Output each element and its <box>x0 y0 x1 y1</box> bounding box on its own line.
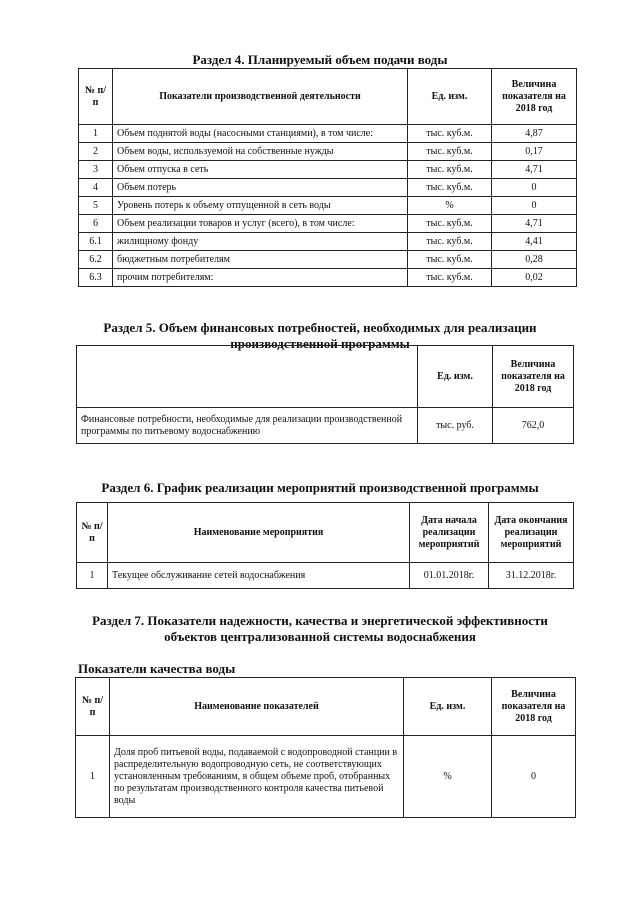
row-name: Доля проб питьевой воды, подаваемой с водопроводной станции в распределительную водопроводную сеть, не соответствующих установленным требованиям, в общем объеме проб, отобранных по результатам производственного контроля качества питьевой воды <box>110 736 404 818</box>
row-number: 4 <box>79 179 113 197</box>
table-row <box>79 197 577 215</box>
row-unit: тыс. куб.м. <box>408 161 492 179</box>
row-number: 3 <box>79 161 113 179</box>
row-value: 0,02 <box>492 269 577 287</box>
header-value: Величина показателя на 2018 год <box>493 346 574 408</box>
section-5-table <box>76 345 574 444</box>
row-unit: тыс. куб.м. <box>408 251 492 269</box>
row-name: Финансовые потребности, необходимые для реализации производственной программы по питьевому водоснабжению <box>77 408 418 444</box>
header-unit: Ед. изм. <box>404 678 492 736</box>
row-unit: тыс. куб.м. <box>408 269 492 287</box>
row-value: 4,41 <box>492 233 577 251</box>
row-number: 2 <box>79 143 113 161</box>
row-name: Объем поднятой воды (насосными станциями), в том числе: <box>113 125 408 143</box>
table-row <box>79 161 577 179</box>
header-unit: Ед. изм. <box>408 69 492 125</box>
header-blank <box>77 346 418 408</box>
row-unit: тыс. куб.м. <box>408 233 492 251</box>
section-6-table <box>76 502 574 589</box>
row-number: 6.2 <box>79 251 113 269</box>
row-start-date: 01.01.2018г. <box>410 563 489 589</box>
section-7-table <box>75 677 576 818</box>
row-unit: % <box>404 736 492 818</box>
row-value: 0 <box>492 197 577 215</box>
section-7-title-line-1: Раздел 7. Показатели надежности, качества и энергетической эффективности <box>92 613 548 628</box>
table-row <box>76 736 576 818</box>
section-4-title: Раздел 4. Планируемый объем подачи воды <box>192 52 448 67</box>
row-end-date: 31.12.2018г. <box>489 563 574 589</box>
header-end-date: Дата окончания реализации мероприятий <box>489 503 574 563</box>
row-name: Объем отпуска в сеть <box>113 161 408 179</box>
row-name: Объем реализации товаров и услуг (всего), в том числе: <box>113 215 408 233</box>
row-value: 0,17 <box>492 143 577 161</box>
row-name: бюджетным потребителям <box>113 251 408 269</box>
row-value: 762,0 <box>493 408 574 444</box>
table-row <box>79 251 577 269</box>
table-row <box>79 269 577 287</box>
row-name: Текущее обслуживание сетей водоснабжения <box>108 563 410 589</box>
row-value: 0,28 <box>492 251 577 269</box>
header-indicator: Наименование показателей <box>110 678 404 736</box>
row-value: 0 <box>492 179 577 197</box>
header-number: № п/п <box>77 503 108 563</box>
row-number: 6 <box>79 215 113 233</box>
section-5-title-line-2: производственной программы <box>230 336 410 351</box>
section-7-title <box>0 613 640 645</box>
row-name: жилищному фонду <box>113 233 408 251</box>
header-value: Величина показателя на 2018 год <box>492 69 577 125</box>
section-6-title: Раздел 6. График реализации мероприятий производственной программы <box>101 480 539 495</box>
row-unit: тыс. куб.м. <box>408 179 492 197</box>
section-7-title-line-2: объектов централизованной системы водоснабжения <box>164 629 476 644</box>
row-value: 4,71 <box>492 215 577 233</box>
row-value: 4,87 <box>492 125 577 143</box>
row-unit: тыс. руб. <box>418 408 493 444</box>
row-unit: % <box>408 197 492 215</box>
row-value: 0 <box>492 736 576 818</box>
header-value: Величина показателя на 2018 год <box>492 678 576 736</box>
header-start-date: Дата начала реализации мероприятий <box>410 503 489 563</box>
row-unit: тыс. куб.м. <box>408 215 492 233</box>
table-row <box>79 143 577 161</box>
row-number: 5 <box>79 197 113 215</box>
row-name: прочим потребителям: <box>113 269 408 287</box>
table-row <box>77 563 574 589</box>
row-number: 1 <box>79 125 113 143</box>
row-number: 6.3 <box>79 269 113 287</box>
header-indicator: Показатели производственной деятельности <box>113 69 408 125</box>
header-number: № п/п <box>76 678 110 736</box>
header-number: № п/п <box>79 69 113 125</box>
row-name: Объем воды, используемой на собственные нужды <box>113 143 408 161</box>
row-number: 1 <box>76 736 110 818</box>
row-number: 1 <box>77 563 108 589</box>
table-row <box>77 408 574 444</box>
row-unit: тыс. куб.м. <box>408 125 492 143</box>
row-number: 6.1 <box>79 233 113 251</box>
table-row <box>79 179 577 197</box>
section-4-table <box>78 68 577 287</box>
header-unit: Ед. изм. <box>418 346 493 408</box>
header-activity: Наименование мероприятия <box>108 503 410 563</box>
row-name: Объем потерь <box>113 179 408 197</box>
section-5-title-line-1: Раздел 5. Объем финансовых потребностей, необходимых для реализации <box>103 320 537 335</box>
table-row <box>79 233 577 251</box>
row-unit: тыс. куб.м. <box>408 143 492 161</box>
table-row <box>79 215 577 233</box>
section-7-subtitle: Показатели качества воды <box>78 661 236 676</box>
table-row <box>79 125 577 143</box>
row-value: 4,71 <box>492 161 577 179</box>
row-name: Уровень потерь к объему отпущенной в сеть воды <box>113 197 408 215</box>
